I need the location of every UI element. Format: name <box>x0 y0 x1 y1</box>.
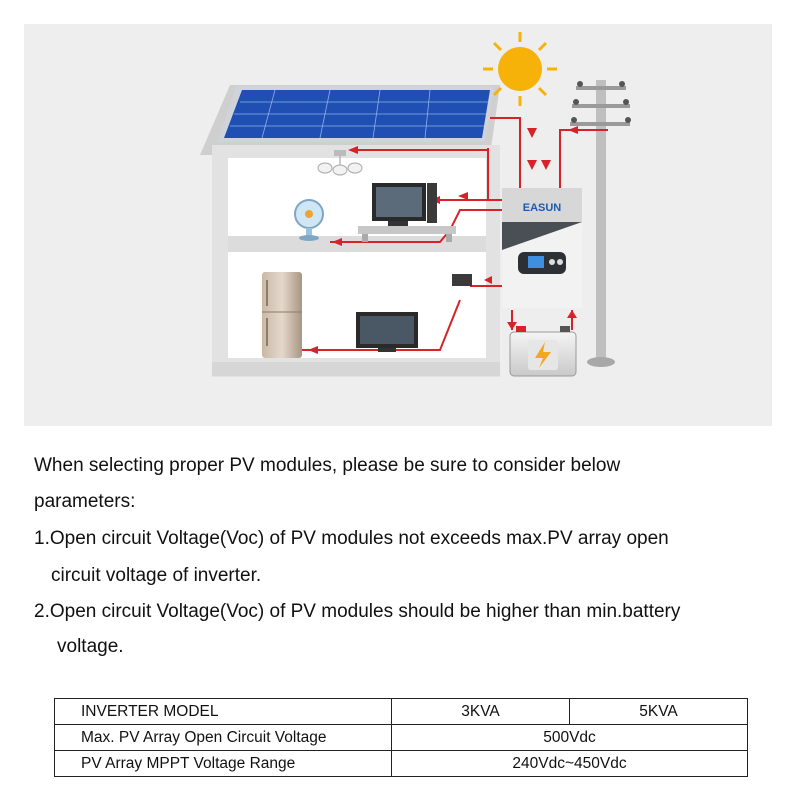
table-cell-value: 240Vdc~450Vdc <box>392 751 748 777</box>
table-row <box>55 699 748 725</box>
inverter-icon <box>502 188 582 308</box>
inverter-spec-table <box>54 698 748 777</box>
sun-icon <box>483 32 557 106</box>
television-icon <box>356 312 418 352</box>
solar-panel <box>218 86 494 142</box>
refrigerator-icon <box>262 272 302 358</box>
table-cell-label: PV Array MPPT Voltage Range <box>55 751 392 777</box>
requirement-1-cont: circuit voltage of inverter. <box>51 565 262 586</box>
requirement-2: 2.Open circuit Voltage(Voc) of PV modules should be higher than min.battery <box>34 601 681 622</box>
junction-box-icon <box>452 274 472 286</box>
intro-text-cont: parameters: <box>34 491 136 512</box>
table-cell-5kva: 5KVA <box>570 699 748 725</box>
table-row <box>55 751 748 777</box>
battery-icon <box>510 326 576 376</box>
table-cell-label: INVERTER MODEL <box>55 699 392 725</box>
intro-text: When selecting proper PV modules, please be sure to consider below <box>34 455 621 476</box>
table-row <box>55 725 748 751</box>
table-cell-3kva: 3KVA <box>392 699 570 725</box>
table-cell-value: 500Vdc <box>392 725 748 751</box>
requirement-2-cont: voltage. <box>57 636 124 657</box>
requirement-1: 1.Open circuit Voltage(Voc) of PV modules not exceeds max.PV array open <box>34 528 669 549</box>
inverter-brand-label: EASUN <box>522 202 562 214</box>
table-cell-label: Max. PV Array Open Circuit Voltage <box>55 725 392 751</box>
